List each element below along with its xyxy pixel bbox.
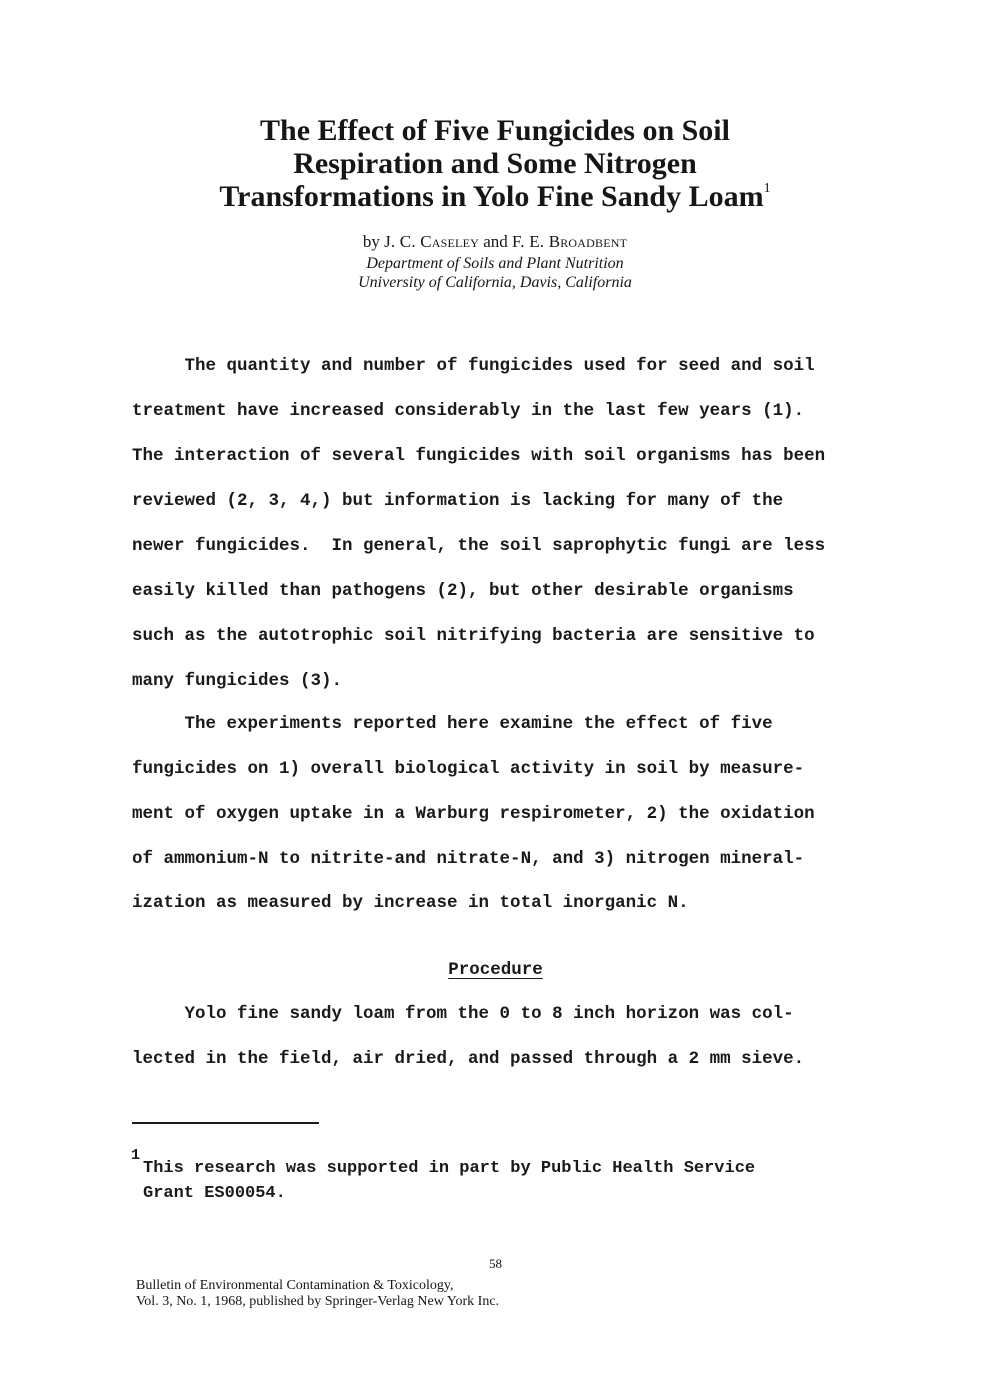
body-line: many fungicides (3).	[132, 671, 343, 691]
body-line: The interaction of several fungicides with soil organisms has been	[132, 446, 826, 466]
title-line: Respiration and Some Nitrogen	[293, 147, 697, 180]
page-number: 58	[489, 1256, 502, 1271]
body-line: Yolo fine sandy loam from the 0 to 8 inch horizon was col-	[132, 1004, 794, 1024]
section-heading-text: Procedure	[448, 960, 543, 980]
footnote-marker: 1	[131, 1147, 141, 1164]
body-line: such as the autotrophic soil nitrifying bacteria are sensitive to	[132, 626, 815, 646]
body-line: easily killed than pathogens (2), but other desirable organisms	[132, 581, 794, 601]
footnote-text: This research was supported in part by Public Health Service	[143, 1159, 756, 1178]
title-line-text: Transformations in Yolo Fine Sandy Loam	[219, 180, 764, 213]
byline-connector: and	[478, 232, 513, 251]
footnote-text: Grant ES00054.	[143, 1184, 286, 1203]
body-line: ization as measured by increase in total inorganic N.	[132, 893, 689, 913]
title-footnote-marker: 1	[763, 181, 771, 196]
body-line: fungicides on 1) overall biological activity in soil by measure-	[132, 759, 805, 779]
section-heading	[0, 960, 991, 980]
body-line: reviewed (2, 3, 4,) but information is lacking for many of the	[132, 491, 784, 511]
body-line: The experiments reported here examine the effect of five	[132, 714, 773, 734]
author-name: J. C. Caseley	[384, 232, 479, 251]
affiliation-university: University of California, Davis, California	[358, 274, 632, 291]
title-line: The Effect of Five Fungicides on Soil	[260, 114, 730, 147]
body-line: The quantity and number of fungicides used for seed and soil	[132, 356, 815, 376]
journal-citation: Bulletin of Environmental Contamination & Toxicology,	[136, 1278, 454, 1293]
journal-citation: Vol. 3, No. 1, 1968, published by Springer-Verlag New York Inc.	[136, 1294, 500, 1309]
paper-title	[120, 114, 870, 213]
footnote-divider	[132, 1122, 319, 1124]
affiliation-department: Department of Soils and Plant Nutrition	[366, 255, 624, 272]
author-name: F. E. Broadbent	[512, 232, 628, 251]
body-line: newer fungicides. In general, the soil saprophytic fungi are less	[132, 536, 826, 556]
byline-prefix: by	[362, 232, 385, 251]
body-line: of ammonium-N to nitrite-and nitrate-N, and 3) nitrogen mineral-	[132, 849, 805, 869]
body-line: treatment have increased considerably in the last few years (1).	[132, 401, 805, 421]
body-line: lected in the field, air dried, and passed through a 2 mm sieve.	[132, 1049, 805, 1069]
title-line	[120, 180, 870, 213]
byline	[200, 232, 790, 252]
body-line: ment of oxygen uptake in a Warburg respirometer, 2) the oxidation	[132, 804, 815, 824]
